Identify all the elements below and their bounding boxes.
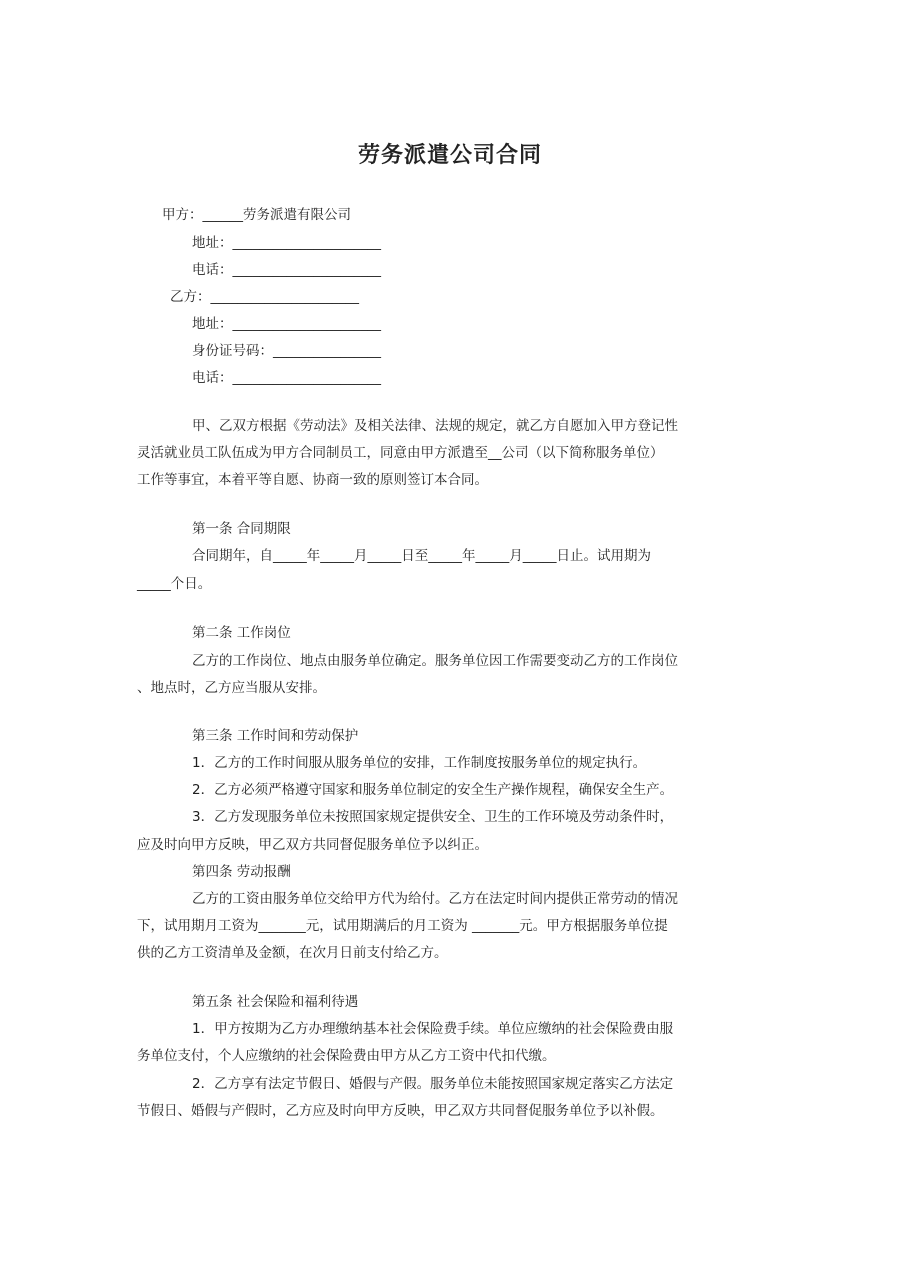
article-3-line: 1．乙方的工作时间服从服务单位的安排，工作制度按服务单位的规定执行。: [192, 755, 647, 771]
party-b-id-number: 身份证号码：________________: [192, 343, 381, 359]
party-a-phone: 电话：______________________: [192, 262, 381, 278]
article-5-heading: 第五条 社会保险和福利待遇: [192, 994, 359, 1010]
article-3-heading: 第三条 工作时间和劳动保护: [192, 728, 359, 744]
article-2-line: 乙方的工作岗位、地点由服务单位确定。服务单位因工作需要变动乙方的工作岗位: [192, 653, 678, 669]
party-b-address: 地址：______________________: [192, 316, 381, 332]
article-3-line: 应及时向甲方反映，甲乙双方共同督促服务单位予以纠正。: [137, 837, 488, 853]
preamble-line: 工作等事宜，本着平等自愿、协商一致的原则签订本合同。: [137, 472, 488, 488]
document-title: 劳务派遣公司合同: [357, 143, 542, 168]
article-1-line: 合同期年，自_____年_____月_____日至_____年_____月_____日止。试用期为: [192, 548, 651, 564]
article-5-line: 2．乙方享有法定节假日、婚假与产假。服务单位未能按照国家规定落实乙方法定: [192, 1076, 674, 1092]
party-a-address: 地址：______________________: [192, 235, 381, 251]
article-2-line: 、地点时，乙方应当服从安排。: [137, 680, 326, 696]
article-4-line: 供的乙方工资清单及金额，在次月日前支付给乙方。: [137, 945, 448, 961]
article-4-heading: 第四条 劳动报酬: [192, 864, 291, 880]
article-3-line: 2．乙方必须严格遵守国家和服务单位制定的安全生产操作规程，确保安全生产。: [192, 782, 674, 798]
party-a-name: 甲方：______劳务派遣有限公司: [162, 207, 351, 223]
party-b-name: 乙方：______________________: [170, 289, 359, 305]
article-5-line: 节假日、婚假与产假时，乙方应及时向甲方反映，甲乙双方共同督促服务单位予以补假。: [137, 1103, 664, 1119]
article-4-line: 下，试用期月工资为_______元，试用期满后的月工资为 _______元。甲方根据服务单位提: [137, 918, 668, 934]
article-3-line: 3．乙方发现服务单位未按照国家规定提供安全、卫生的工作环境及劳动条件时，: [192, 809, 674, 825]
article-1-line: _____个日。: [137, 576, 212, 592]
article-4-line: 乙方的工资由服务单位交给甲方代为给付。乙方在法定时间内提供正常劳动的情况: [192, 891, 678, 907]
article-5-line: 务单位支付，个人应缴纳的社会保险费由甲方从乙方工资中代扣代缴。: [137, 1048, 556, 1064]
preamble-line: 灵活就业员工队伍成为甲方合同制员工，同意由甲方派遣至__公司（以下简称服务单位）: [137, 445, 664, 461]
party-b-phone: 电话：______________________: [192, 370, 381, 386]
article-5-line: 1．甲方按期为乙方办理缴纳基本社会保险费手续。单位应缴纳的社会保险费由服: [192, 1021, 674, 1037]
preamble-line: 甲、乙双方根据《劳动法》及相关法律、法规的规定，就乙方自愿加入甲方登记性: [192, 418, 678, 434]
article-1-heading: 第一条 合同期限: [192, 521, 291, 537]
article-2-heading: 第二条 工作岗位: [192, 625, 291, 641]
